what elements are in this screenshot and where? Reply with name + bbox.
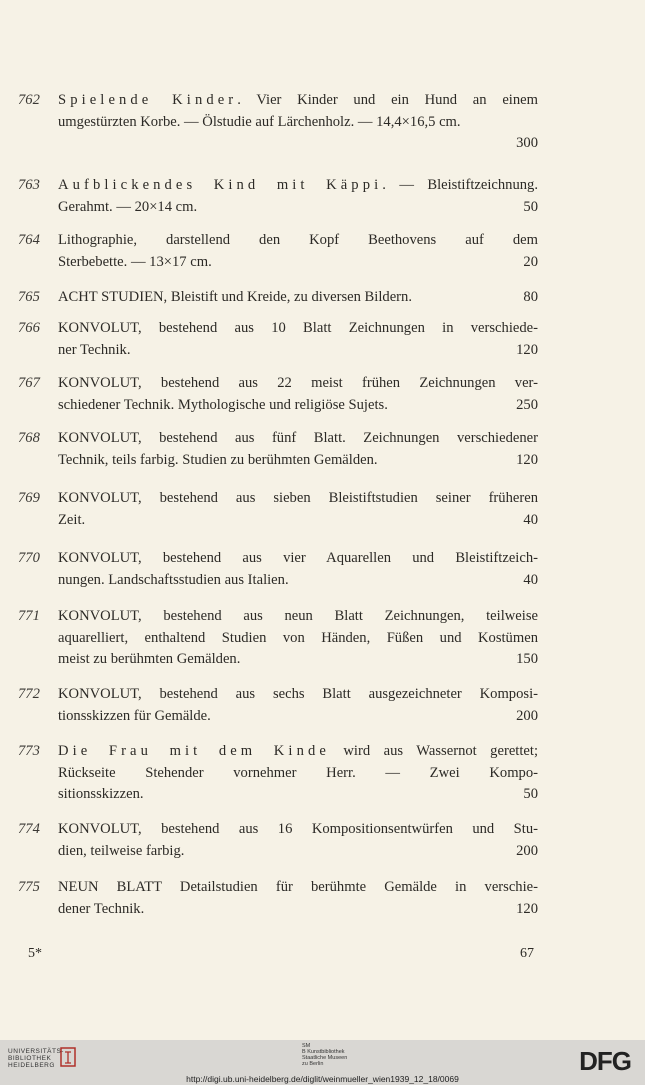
lot-price: 200: [516, 707, 538, 724]
description-text: dien, teilweise farbig.: [58, 842, 185, 859]
description-text: Technik, teils farbig. Studien zu berühmten Gemälden.: [58, 451, 378, 468]
description-line: [58, 373, 538, 395]
lot-number: 769: [18, 490, 40, 506]
description-line: [58, 428, 538, 450]
description-text: KONVOLUT, bestehend aus sieben Bleistiftstudien seiner früheren: [58, 490, 538, 506]
lot-price: 200: [516, 842, 538, 859]
lot-description: [58, 175, 538, 218]
lot-number: 764: [18, 232, 40, 248]
lot-description: [58, 90, 538, 155]
description-text: sitionsskizzen.: [58, 786, 144, 802]
description-line: [58, 230, 538, 252]
lot-number: 770: [18, 550, 40, 566]
description-line: [58, 488, 538, 510]
lot-price: 20: [523, 253, 538, 270]
description-line: [58, 819, 538, 841]
description-text: ner Technik.: [58, 341, 131, 358]
description-line: [58, 706, 538, 728]
description-text: NEUN BLATT Detailstudien für berühmte Gemälde in verschie-: [58, 879, 538, 895]
description-text: Spielende Kinder. Vier Kinder und ein Hund an einem: [58, 92, 538, 108]
museum-label: SM B Kunstbibliothek Staatliche Museen zu Berlin: [302, 1043, 348, 1067]
description-text: KONVOLUT, bestehend aus neun Blatt Zeichnungen, teilweise: [58, 608, 538, 624]
lot-price: 150: [516, 651, 538, 667]
lot-price: 120: [516, 341, 538, 358]
description-text: KONVOLUT, bestehend aus fünf Blatt. Zeichnungen verschiedener: [58, 430, 538, 446]
description-line: [58, 90, 538, 112]
lot-number: 773: [18, 743, 40, 759]
lot-price: 80: [523, 289, 538, 305]
description-line: [58, 287, 538, 309]
description-text: dener Technik.: [58, 900, 145, 917]
description-text: KONVOLUT, bestehend aus 10 Blatt Zeichnungen in verschiede-: [58, 320, 538, 336]
description-line: [58, 252, 538, 274]
permalink-url[interactable]: http://digi.ub.uni-heidelberg.de/diglit/weinmueller_wien1939_12_18/0069: [186, 1074, 459, 1084]
lot-price: 120: [516, 900, 538, 917]
lot-price: 250: [516, 396, 538, 413]
lot-price: 40: [523, 511, 538, 528]
university-logo-icon: [58, 1044, 78, 1070]
page-number: 67: [520, 946, 534, 961]
description-line: [58, 628, 538, 650]
catalog-entry: [18, 90, 538, 155]
description-line: [58, 450, 538, 472]
lot-description: [58, 287, 538, 309]
description-line: [58, 548, 538, 570]
lot-number: 774: [18, 821, 40, 837]
description-text: schiedener Technik. Mythologische und religiöse Sujets.: [58, 396, 388, 413]
description-text: KONVOLUT, bestehend aus vier Aquarellen und Bleistiftzeich-: [58, 550, 538, 566]
description-text: aquarelliert, enthaltend Studien von Händen, Füßen und Kostümen: [58, 629, 538, 646]
description-line: [58, 175, 538, 197]
description-line: [58, 197, 538, 219]
description-text: Lithographie, darstellend den Kopf Beethovens auf dem: [58, 232, 538, 248]
lot-description: [58, 741, 538, 806]
signature-mark: 5*: [28, 946, 42, 961]
description-text: Rückseite Stehender vornehmer Herr. — Zwei Kompo-: [58, 764, 538, 781]
catalog-entry: [18, 819, 538, 862]
description-line: [58, 570, 538, 592]
description-line: [58, 112, 538, 134]
catalog-entry: [18, 741, 538, 806]
catalog-entry: [18, 488, 538, 531]
catalog-entry: [18, 606, 538, 671]
description-text: Die Frau mit dem Kinde wird aus Wassernot gerettet;: [58, 743, 538, 759]
lot-description: [58, 428, 538, 471]
lot-description: [58, 819, 538, 862]
description-text: Gerahmt. — 20×14 cm.: [58, 198, 198, 215]
description-line: [58, 841, 538, 863]
lot-price: 300: [516, 135, 538, 151]
lot-price: 40: [523, 571, 538, 588]
description-line: [58, 877, 538, 899]
description-line: [58, 133, 538, 155]
description-line: [58, 763, 538, 785]
lot-number: 766: [18, 320, 40, 336]
lot-description: [58, 877, 538, 920]
description-text: ACHT STUDIEN, Bleistift und Kreide, zu diversen Bildern.: [58, 289, 412, 305]
catalog-entry: [18, 373, 538, 416]
description-line: [58, 784, 538, 806]
lot-description: [58, 684, 538, 727]
description-line: [58, 649, 538, 671]
catalog-entry: [18, 428, 538, 471]
lot-description: [58, 318, 538, 361]
catalog-entry: [18, 287, 538, 309]
description-text: Aufblickendes Kind mit Käppi. — Bleistiftzeichnung.: [58, 177, 538, 193]
lot-description: [58, 488, 538, 531]
catalog-entry: [18, 877, 538, 920]
lot-number: 762: [18, 92, 40, 108]
description-line: [58, 899, 538, 921]
description-text: KONVOLUT, bestehend aus 16 Kompositionsentwürfen und Stu-: [58, 821, 538, 837]
lot-number: 771: [18, 608, 40, 624]
description-line: [58, 395, 538, 417]
description-line: [58, 340, 538, 362]
lot-description: [58, 548, 538, 591]
lot-number: 763: [18, 177, 40, 193]
lot-price: 50: [523, 198, 538, 215]
lot-description: [58, 606, 538, 671]
lot-number: 772: [18, 686, 40, 702]
description-line: [58, 510, 538, 532]
viewer-footer-bar: [0, 1040, 645, 1085]
catalog-entry: [18, 548, 538, 591]
description-text: Sterbebette. — 13×17 cm.: [58, 253, 212, 270]
lot-description: [58, 230, 538, 273]
description-line: [58, 741, 538, 763]
lot-number: 767: [18, 375, 40, 391]
catalog-entry: [18, 175, 538, 218]
lot-description: [58, 373, 538, 416]
lot-number: 765: [18, 289, 40, 305]
lot-price: 120: [516, 451, 538, 468]
description-text: nungen. Landschaftsstudien aus Italien.: [58, 571, 289, 588]
dfg-logo: DFG: [579, 1046, 631, 1076]
description-text: umgestürzten Korbe. — Ölstudie auf Lärchenholz. — 14,4×16,5 cm.: [58, 113, 461, 130]
catalog-entry: [18, 684, 538, 727]
catalog-entry: [18, 318, 538, 361]
description-line: [58, 318, 538, 340]
lot-number: 775: [18, 879, 40, 895]
lot-price: 50: [523, 786, 538, 802]
description-text: KONVOLUT, bestehend aus sechs Blatt ausgezeichneter Komposi-: [58, 686, 538, 702]
description-line: [58, 684, 538, 706]
description-text: tionsskizzen für Gemälde.: [58, 707, 211, 724]
lot-number: 768: [18, 430, 40, 446]
university-label: UNIVERSITÄTS- BIBLIOTHEK HEIDELBERG: [8, 1048, 64, 1069]
description-line: [58, 606, 538, 628]
catalog-entry: [18, 230, 538, 273]
description-text: meist zu berühmten Gemälden.: [58, 651, 241, 667]
description-text: Zeit.: [58, 511, 86, 528]
description-text: KONVOLUT, bestehend aus 22 meist frühen Zeichnungen ver-: [58, 375, 538, 391]
